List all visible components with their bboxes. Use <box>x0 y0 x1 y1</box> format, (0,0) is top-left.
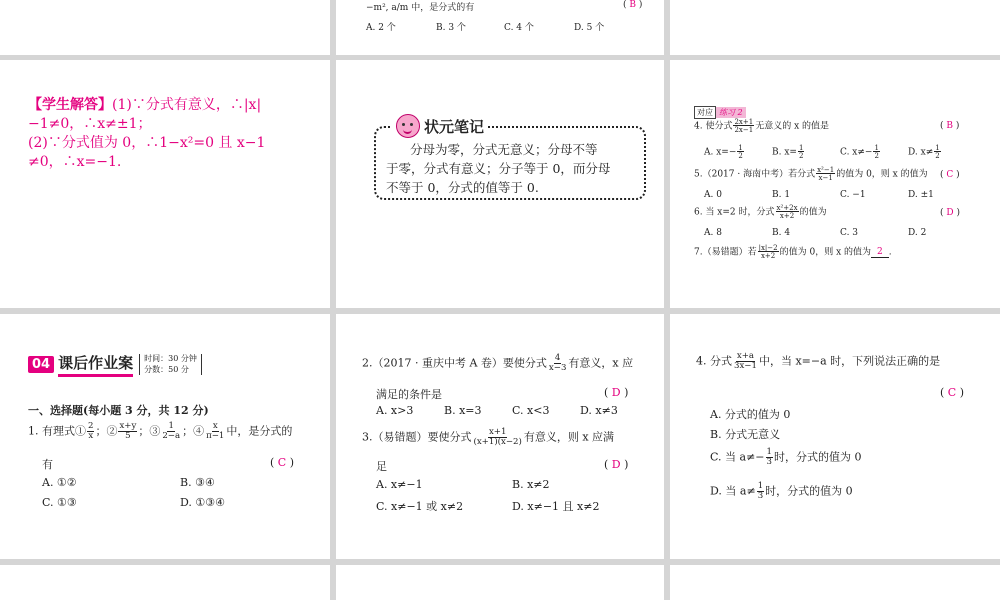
option-d: D. 5 个 <box>574 23 605 33</box>
tile-top-right <box>670 0 1000 55</box>
student-answer-text: 【学生解答】(1)∵分式有意义，∴|x| −1≠0，∴x≠±1； (2)∵分式值为 0，∴1−x²=0 且 x−1 ≠0，∴x=−1. <box>28 97 266 170</box>
tile-bottom-right <box>670 565 1000 600</box>
tile-homework: 04 课后作业案 时间：30 分钟 分数：50 分 一、选择题(每小题 3 分，共 12 分) 1. 有理式① $\frac{2}{x}$ ；② $\frac{x+y}{5}$ ；③ $\frac{1}{2-a}$ ；④ $\frac{x}{\pi-1}$ 中，是分式的 有 ( C ) A. ①② B. ③④ C. ①③ D. ①③④ <box>0 314 330 559</box>
note-header <box>392 114 488 138</box>
tile-practice: 对应 练习 2 4. 使分式 $\frac{2x+1}{2x-1}$ 无意义的 x 的值是 ( B ) A. x=− $\frac{1}{2}$ B. x= $\frac{1}{2}$ C. x≠− $\frac{1}{2}$ D. x≠ $\frac{1}{2}$ 5.（2017 · 海南中考）若分式 $\frac{\text{x²−1}}{x-1}$ 的值为 0，则 x 的值为 ( C ) A. 0 B. 1 C. −1 D. ±1 6. 当 x=2 时，分式 $\frac{\text{x²+2x}}{x+2}$ 的值为 ( D ) A. 8 B. 4 C. 3 D. 2 7.（易错题）若 $\frac{|x|-2}{x+2}$ 的值为 0，则 x 的值为 2 . <box>670 60 1000 308</box>
section-title: 课后作业案 <box>58 352 133 377</box>
question-fragment: −m², a/m 中，是分式的有 <box>366 3 475 13</box>
practice-badge: 练习 2 <box>716 107 746 118</box>
practice-q4: 4. 使分式 $\frac{2x+1}{2x-1}$ 无意义的 x 的值是 <box>694 117 830 135</box>
answer: C <box>277 456 287 469</box>
question-4: 4. 分式 $\frac{x+a}{3x-1}$ 中，当 x=−a 时，下列说法正确的是 <box>696 351 941 371</box>
homework-meta: 时间：30 分钟 分数：50 分 <box>139 354 202 375</box>
tile-question-4: 4. 分式 $\frac{x+a}{3x-1}$ 中，当 x=−a 时，下列说法正确的是 ( C ) A. 分式的值为 0 B. 分式无意义 C. 当 a≠− $\frac{1}{3}$ 时，分式的值为 0 D. 当 a≠ $\frac{1}{3}$ 时，分式的值为 0 <box>670 314 1000 559</box>
practice-q6: 6. 当 x=2 时，分式 $\frac{\text{x²+2x}}{x+2}$ 的值为 <box>694 203 827 221</box>
question-2: 2.（2017 · 重庆中考 A 卷）要使分式 $\frac{4}{x-3}$ 有意义，x 应 <box>362 353 634 373</box>
tile-top-left <box>0 0 330 55</box>
tile-bottom-middle <box>336 565 664 600</box>
homework-q1: 1. 有理式① $\frac{2}{x}$ ；② $\frac{x+y}{5}$ ；③ $\frac{1}{2-a}$ ；④ $\frac{x}{\pi-1}$ 中，是分式的 <box>28 421 293 441</box>
tile-questions-2-3: 2.（2017 · 重庆中考 A 卷）要使分式 $\frac{4}{x-3}$ 有意义，x 应 满足的条件是 ( D ) A. x>3 B. x=3 C. x<3 D. x≠3 3.（易错题）要使分式 $\frac{x+1}{(x+1)(x-2)}$ 有意义，则 x 应满 足 ( D ) A. x≠−1 B. x≠2 C. x≠−1 或 x≠2 D. x≠−1 且 x≠2 <box>336 314 664 559</box>
question-3: 3.（易错题）要使分式 $\frac{x+1}{(x+1)(x-2)}$ 有意义，则 x 应满 <box>362 427 615 447</box>
tile-bottom-left <box>0 565 330 600</box>
option-b: B. 3 个 <box>436 23 466 33</box>
tile-student-answer <box>0 60 330 308</box>
section-number: 04 <box>28 356 54 373</box>
homework-header <box>28 352 202 377</box>
smiley-icon <box>396 114 420 138</box>
option-c: C. 4 个 <box>504 23 534 33</box>
tile-note <box>336 60 664 308</box>
note-title: 状元笔记 <box>424 117 485 136</box>
practice-q5: 5.（2017 · 海南中考）若分式 $\frac{\text{x²−1}}{x-1}$ 的值为 0，则 x 的值为 <box>694 165 928 183</box>
option-a: A. 2 个 <box>366 23 396 33</box>
answer: B <box>629 0 636 10</box>
note-text: 分母为零，分式无意义；分母不等 于零，分式有意义；分子等于 0，而分母 不等于 0，分式的值等于 0. <box>386 142 611 195</box>
student-answer-label: 【学生解答】 <box>28 97 112 113</box>
section-heading: 一、选择题(每小题 3 分，共 12 分) <box>28 404 209 417</box>
tile-top-middle: −m², a/m 中，是分式的有 ( B ) A. 2 个 B. 3 个 C. 4 个 D. 5 个 <box>336 0 664 55</box>
fill-in-answer: 2 <box>871 247 889 258</box>
practice-q7: 7.（易错题）若 $\frac{|x|-2}{x+2}$ 的值为 0，则 x 的值为 2 . <box>694 243 892 261</box>
practice-label: 对应 <box>694 106 716 119</box>
